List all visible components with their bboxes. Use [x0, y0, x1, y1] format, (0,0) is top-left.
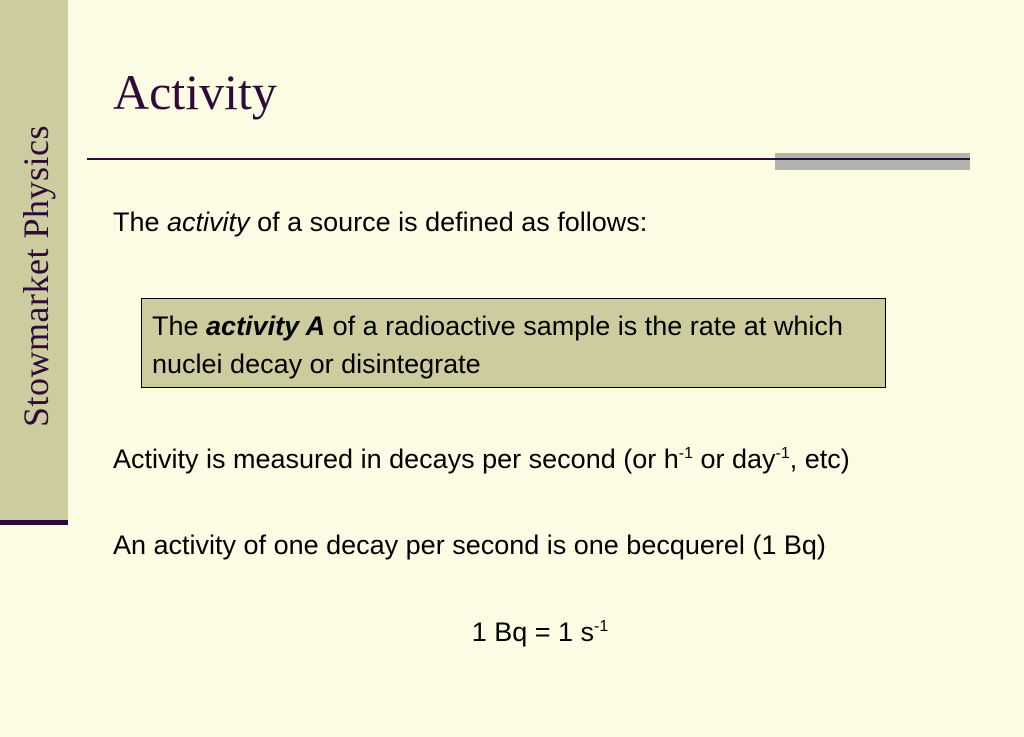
title-divider-accent-line	[775, 158, 970, 160]
units-part1: Activity is measured in decays per second (or h	[113, 444, 679, 474]
side-label: Stowmarket Physics	[16, 125, 56, 427]
units-sup2: -1	[775, 445, 790, 462]
equation-text: 1 Bq = 1 s	[471, 617, 595, 647]
intro-text	[113, 203, 647, 241]
intro-prefix: The	[113, 207, 168, 237]
side-band-rule	[0, 520, 68, 525]
slide-title: Activity	[113, 64, 277, 120]
intro-term: activity	[167, 207, 250, 237]
units-part3: , etc)	[789, 444, 850, 474]
definition-term: activity A	[206, 311, 326, 341]
intro-suffix: of a source is defined as follows:	[249, 207, 648, 237]
units-part2: or day	[692, 444, 776, 474]
becquerel-equation	[0, 612, 1024, 652]
equation-sup: -1	[594, 618, 609, 635]
units-paragraph	[113, 439, 999, 479]
definition-box	[141, 298, 886, 388]
units-sup1: -1	[678, 445, 693, 462]
title-divider-accent	[775, 153, 970, 170]
definition-suffix: of a radioactive sample is the rate at which nuclei decay or disintegrate	[152, 311, 843, 379]
becquerel-paragraph: An activity of one decay per second is one becquerel (1 Bq)	[113, 530, 826, 560]
definition-prefix: The	[152, 311, 207, 341]
